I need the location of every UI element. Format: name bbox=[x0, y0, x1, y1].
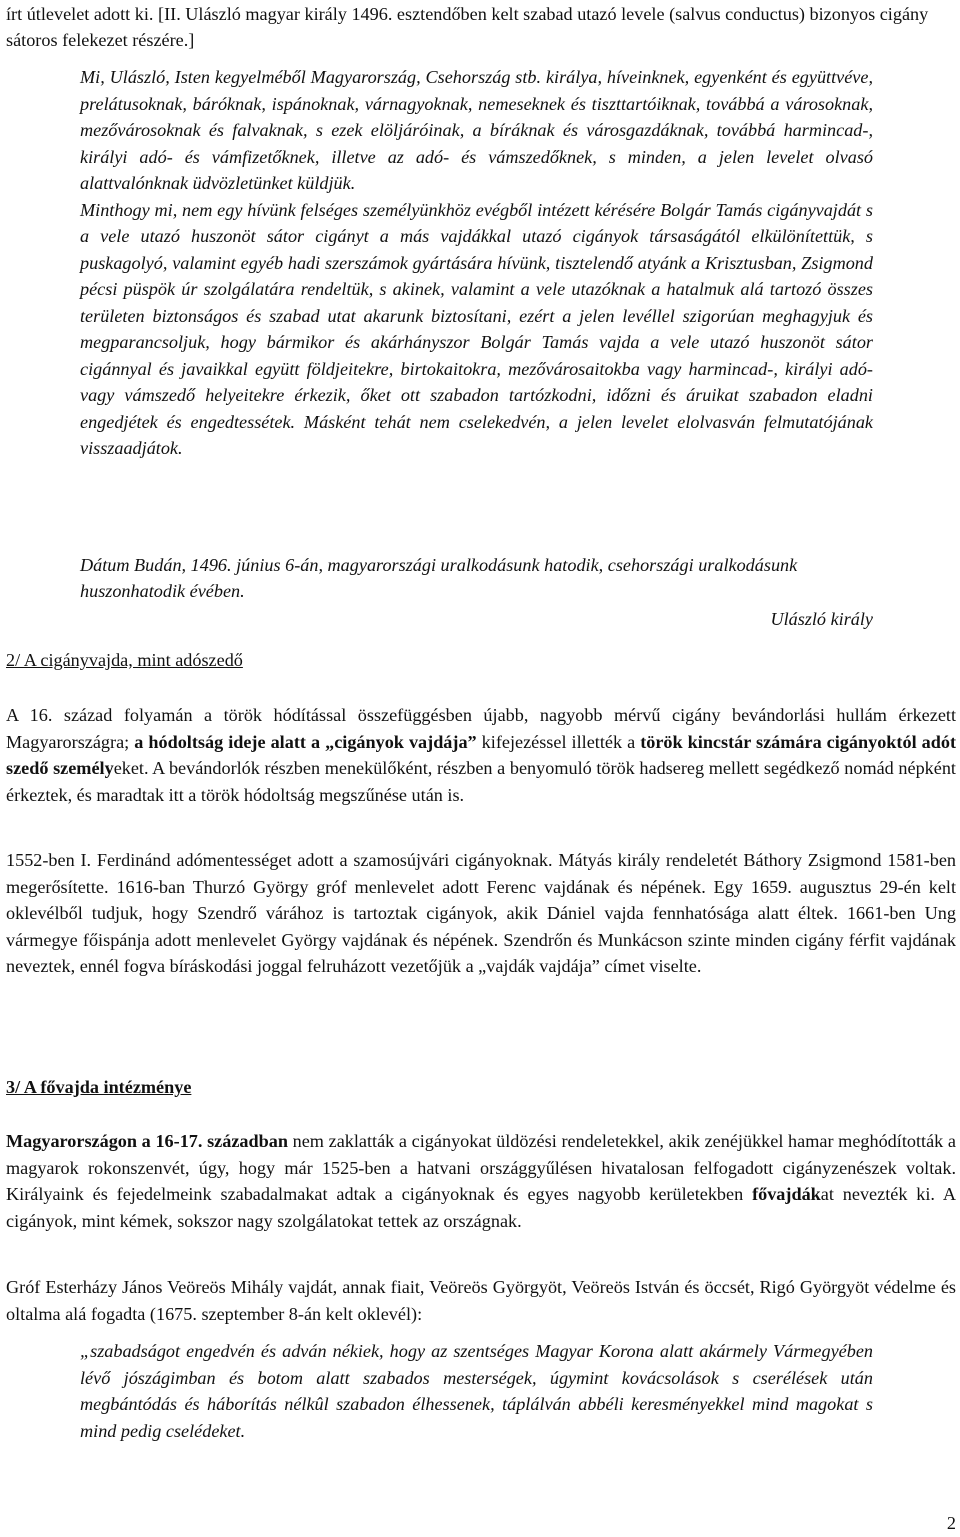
bold-phrase: Magyarországon a 16-17. században bbox=[6, 1131, 288, 1151]
intro-paragraph: írt útlevelet adott ki. [II. Ulászló magyar király 1496. esztendőben kelt szabad utazó levele (salvus conductus) bizonyos cigány sátoros felekezet részére.] bbox=[6, 4, 929, 50]
section-2-paragraph-1 bbox=[6, 702, 956, 808]
section-3-paragraph-2: Gróf Esterházy János Veöreös Mihály vajdát, annak fiait, Veöreös Györgyöt, Veöreös István és öccsét, Rigó Györgyöt védelme és oltalma alá fogadta (1675. szeptember 8-án kelt oklevél): bbox=[6, 1277, 956, 1324]
section-3-heading: 3/ A fővajda intézménye bbox=[6, 1077, 192, 1097]
letter-body: Minthogy mi, nem egy hívünk felséges személyünkhöz evégből intézett kérésére Bolgár Tamás cigányvajdát s a vele utazó huszonöt sátor cigányt a más vajdákkal utazó cigányok társaságától elkülönítettük, s puskagolyó, valamint egyéb hadi szerszámok gyártására hívünk, tisztelendő atyánk a Krisztusban, Zsigmond pécsi püspök úr szolgálatára rendeltük, s akinek, valamint a vele utazóknak a hatalmuk alá tartozó összes területen biztonságos és szabad utat akarunk biztosítani, ezért a jelen levéllel szigorúan meghagyjuk és megparancsoljuk, hogy bármikor és akárhányszor Bolgár Tamás vajda a vele utazó huszonöt sátor cigánnyal és javaikkal együtt földjeitekre, birtokaitokra, mezővárosaitokba vagy harmincad-, királyi adó- vagy vámszedő helyeitekre érkezik, őket ott szabadon tartózkodni, időzni és áruikat szabadon eladni engedjétek és engedtessétek. Másként tehát nem cselekedvén, a jelen levelet elolvasván felmutatójának visszaadjátok. bbox=[80, 199, 873, 458]
bold-phrase: fővajdák bbox=[752, 1184, 821, 1204]
text-run: eket. A bevándorlók részben menekülőként, részben a benyomuló török hadsereg mellett segédkező nomád népként érkeztek, és maradtak itt a török hódoltság megszűnése után is. bbox=[6, 758, 956, 805]
bold-phrase: török kincstár számára cigányoktól adót szedő személy bbox=[6, 731, 957, 778]
text-run: A 16. század folyamán a török hódítással összefüggésben újabb, nagyobb mérvű cigány bevándorlási hullám érkezett Magyarországra; bbox=[6, 705, 956, 752]
text-run: at nevezték ki. A cigányok, mint kémek, sokszor nagy szolgálatokat tettek az országnak. bbox=[6, 1184, 956, 1231]
letter-greeting: Mi, Ulászló, Isten kegyelméből Magyarország, Csehország stb. királya, híveinknek, egyenként és együttvéve, prelátusoknak, báróknak, ispánoknak, várnagyoknak, nemeseknek és tiszttartóiknak, továbbá a városoknak, mezővárosoknak és falvaknak, s ezek elöljáróinak, a bíráknak és városgazdáknak, továbbá harmincad-, királyi adó- és vámfizetőknek, illetve az adó- és vámszedőknek, s minden, a jelen levelet olvasó alattvalónknak üdvözletünket küldjük. bbox=[80, 67, 873, 193]
text-run: nem zaklatták a cigányokat üldözési rendeletekkel, akik zenéjükkel hamar meghódították a magyarok rokonszenvét, úgy, hogy már 1525-ben a hatvani országgyűlésen hivatalosan felfogadott cigányzenészek voltak. Királyaink és fejedelmeink szabadalmakat adtak a cigányoknak és egyes nagyobb kerületekben bbox=[6, 1131, 956, 1204]
charter-quote: „szabadságot engedvén és adván nékiek, hogy az szentséges Magyar Korona alatt akármely Vármegyében lévő jószágimban és botom alatt szabados mesterségek, úgymint kovácsolások s cserélések után megbántódás és háborítás nélkûl szabadon élhessenek, táplálván abbéli keresményekkel mind magokat s mind pedig cselédeket. bbox=[80, 1341, 873, 1441]
page-number: 2 bbox=[946, 1513, 956, 1533]
letter-signature: Ulászló király bbox=[770, 609, 873, 629]
section-3-paragraph-1 bbox=[6, 1128, 956, 1234]
bold-phrase: a hódoltság ideje alatt a „cigányok vajdája” bbox=[134, 731, 477, 752]
letter-date: Dátum Budán, 1496. június 6-án, magyarországi uralkodásunk hatodik, csehországi uralkodásunk huszonhatodik évében. bbox=[80, 555, 798, 601]
text-run: kifejezéssel illették a bbox=[476, 731, 641, 752]
section-2-heading: 2/ A cigányvajda, mint adószedő bbox=[6, 650, 243, 670]
section-2-paragraph-2: 1552-ben I. Ferdinánd adómentességet adott a szamosújvári cigányoknak. Mátyás király rendeletét Báthory Zsigmond 1581-ben megerősítette. 1616-ban Thurzó György gróf menlevelet adott Ferenc vajdának és népének. Egy 1659. augusztus 29-én kelt oklevélből tudjuk, hogy Szendrő várához is tartoztak cigányok, akik Dániel vajda fennhatósága alatt éltek. 1661-ben Ung vármegye főispánja adott menlevelet György vajdának és népének. Szendrőn és Munkácson szinte minden cigány férfit vajdának neveztek, ennél fogva bíráskodási joggal felruházott vezetőjük a „vajdák vajdája” címet viselte. bbox=[6, 850, 956, 976]
royal-letter bbox=[80, 64, 873, 462]
